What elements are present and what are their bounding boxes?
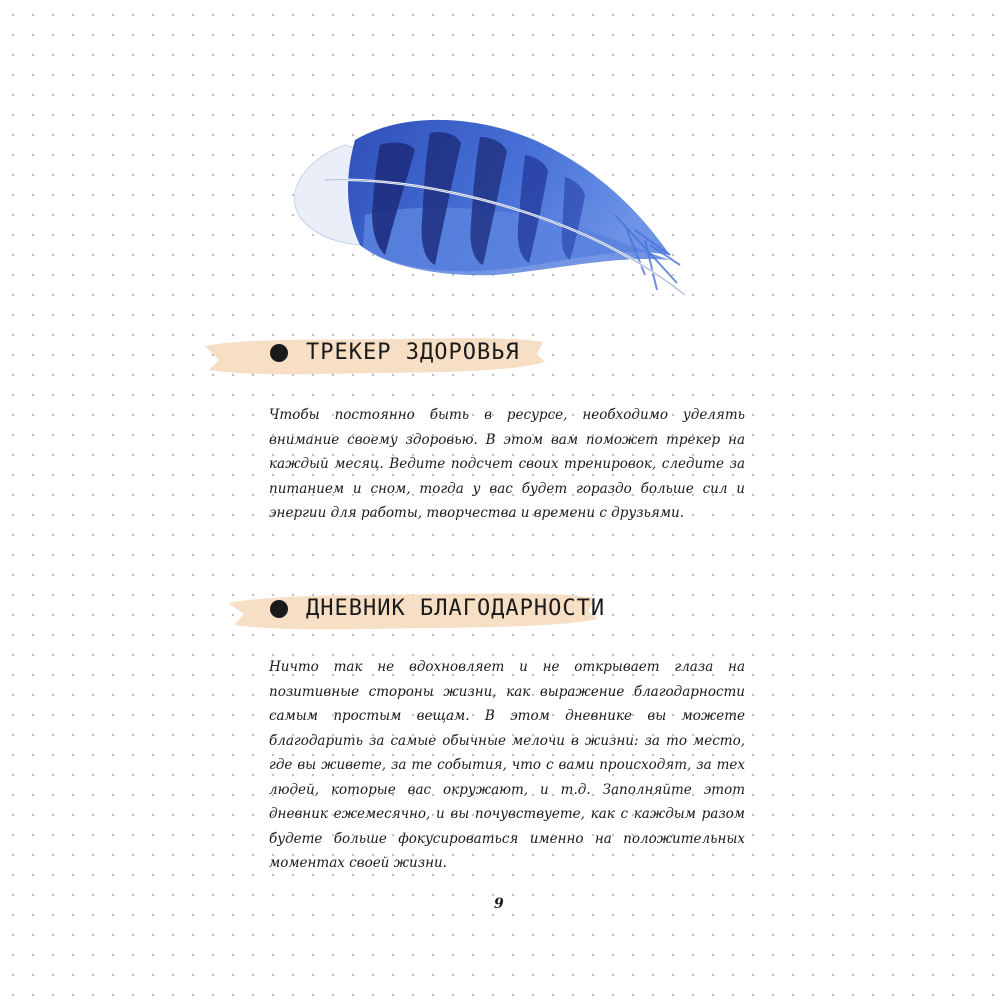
section-body-gratitude-journal: Ничто так не вдохновляет и не открывает глаза на позитивные стороны жизни, как выражение благодарности самым простым вещам. В этом дневнике вы можете благодарить за самые обычные мелочи в жизни: за то место, где вы живете, за те события, что с вами происходят, за тех людей, которые вас окружают, и т.д. Заполняйте этот дневник ежемесячно, и вы почувствуете, как с каждым разом будете больше фокусироваться именно на положительных моментах своей жизни. bbox=[269, 659, 745, 871]
page-number: 9 bbox=[494, 896, 504, 912]
section-heading-gratitude-journal bbox=[270, 596, 605, 621]
section-title: ТРЕКЕР ЗДОРОВЬЯ bbox=[306, 340, 520, 365]
bullet-icon bbox=[270, 600, 288, 618]
bullet-icon bbox=[270, 344, 288, 362]
section-body-health-tracker: Чтобы постоянно быть в ресурсе, необходимо уделять внимание своему здоровью. В этом вам поможет трекер на каждый месяц. Ведите подсчет своих тренировок, следите за питанием и сном, тогда у вас будет гораздо больше сил и энергии для работы, творчества и времени с друзьями. bbox=[269, 407, 745, 521]
feather-illustration bbox=[285, 105, 705, 325]
section-heading-health-tracker bbox=[270, 340, 520, 365]
section-title: ДНЕВНИК БЛАГОДАРНОСТИ bbox=[306, 596, 606, 621]
